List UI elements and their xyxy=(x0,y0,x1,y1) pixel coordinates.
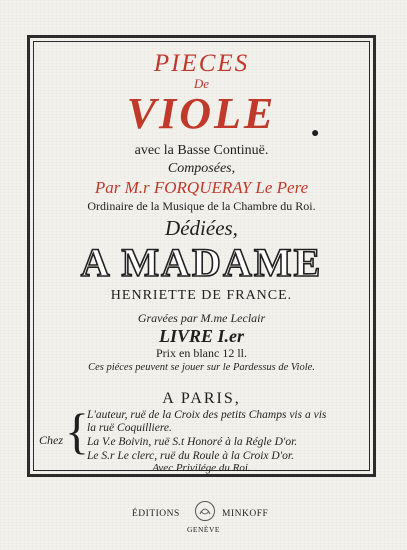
publisher-footer xyxy=(0,497,407,537)
composer-name: Par M.r FORQUERAY Le Pere xyxy=(94,178,309,197)
privilege-line: Avec Privilége du Roi. xyxy=(152,462,251,474)
imprint-address-author-cont: la ruë Coquilliere. xyxy=(87,422,172,434)
title-ornament-dot: ● xyxy=(311,126,320,141)
dedicatee-a-madame: A MADAME xyxy=(80,240,323,285)
imprint-city: A PARIS, xyxy=(162,390,241,407)
brace-ornament: { xyxy=(65,403,89,459)
title-viole: VIOLE xyxy=(126,89,277,138)
dediees-label: Dédiées, xyxy=(165,216,238,240)
subtitle-basse-continue: avec la Basse Continuë. xyxy=(134,143,269,158)
publisher-logo-icon xyxy=(194,500,216,522)
publisher-editions: ÉDITIONS xyxy=(132,509,180,519)
imprint-address-author: L'auteur, ruë de la Croix des petits Champs vis a vis xyxy=(87,409,327,421)
livre-number: LIVRE I.er xyxy=(158,326,245,346)
performance-note: Ces piéces peuvent se jouer sur le Pardessus de Viole. xyxy=(88,362,315,373)
imprint-chez: Chez xyxy=(39,433,63,447)
imprint-address-boivin: La V.e Boivin, ruë S.t Honoré à la Régle D'or. xyxy=(87,436,298,448)
price-line: Prix en blanc 12 ll. xyxy=(156,346,247,360)
engraver-credit: Gravées par M.me Leclair xyxy=(137,311,266,325)
publisher-city: GENÈVE xyxy=(187,525,220,534)
title-pieces: PIECES xyxy=(153,50,250,77)
title-page xyxy=(35,44,368,474)
imprint-address-leclerc: Le S.r Le clerc, ruë du Roule à la Croix D'or. xyxy=(87,450,294,462)
composees-label: Composées, xyxy=(167,161,236,176)
composer-title: Ordinaire de la Musique de la Chambre du Roi. xyxy=(87,199,316,213)
publisher-minkoff: MINKOFF xyxy=(222,509,269,519)
dedicatee-name: HENRIETTE DE FRANCE. xyxy=(110,288,293,303)
title-de: De xyxy=(193,76,210,91)
